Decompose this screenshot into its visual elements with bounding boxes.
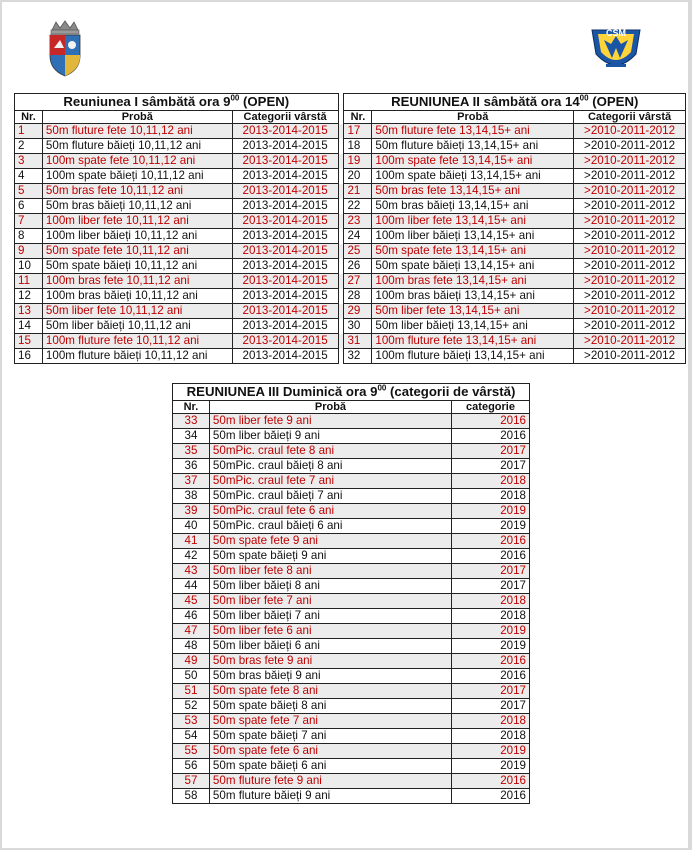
event-category: 2018: [452, 474, 530, 489]
table-row: [173, 684, 530, 699]
event-name: 50m spate fete 9 ani: [209, 534, 451, 549]
event-category: >2010-2011-2012: [574, 184, 686, 199]
event-number: 14: [15, 319, 43, 334]
event-number: 33: [173, 414, 210, 429]
event-number: 12: [15, 289, 43, 304]
event-name: 100m bras fete 13,14,15+ ani: [372, 274, 574, 289]
event-category: 2018: [452, 489, 530, 504]
table-row: [15, 214, 686, 229]
event-number: 57: [173, 774, 210, 789]
event-number: 9: [15, 244, 43, 259]
event-category: 2016: [452, 654, 530, 669]
event-name: 50mPic. craul fete 8 ani: [209, 444, 451, 459]
event-category: 2018: [452, 714, 530, 729]
event-name: 50m bras băieți 9 ani: [209, 669, 451, 684]
event-number: 3: [15, 154, 43, 169]
event-number: 48: [173, 639, 210, 654]
event-name: 50m bras băieți 13,14,15+ ani: [372, 199, 574, 214]
table-row: [173, 699, 530, 714]
event-category: >2010-2011-2012: [574, 304, 686, 319]
event-category: 2016: [452, 429, 530, 444]
event-name: 50m spate fete 8 ani: [209, 684, 451, 699]
table-row: [173, 729, 530, 744]
event-category: >2010-2011-2012: [574, 274, 686, 289]
event-name: 50m liber fete 9 ani: [209, 414, 451, 429]
event-category: 2013-2014-2015: [232, 229, 338, 244]
event-name: 50m liber fete 8 ani: [209, 564, 451, 579]
event-number: 20: [344, 169, 372, 184]
event-name: 100m fluture fete 10,11,12 ani: [42, 334, 232, 349]
event-number: 5: [15, 184, 43, 199]
table-row: [15, 229, 686, 244]
event-name: 50m bras fete 13,14,15+ ani: [372, 184, 574, 199]
event-category: >2010-2011-2012: [574, 199, 686, 214]
table-row: [173, 444, 530, 459]
event-category: 2018: [452, 729, 530, 744]
event-number: 10: [15, 259, 43, 274]
session1-col-proba: Probă: [42, 111, 232, 124]
event-name: 50m liber băieți 9 ani: [209, 429, 451, 444]
event-name: 50m liber băieți 7 ani: [209, 609, 451, 624]
table-row: [15, 139, 686, 154]
session2-col-cat: Categorii vârstă: [574, 111, 686, 124]
event-number: 16: [15, 349, 43, 364]
event-category: 2013-2014-2015: [232, 349, 338, 364]
event-number: 39: [173, 504, 210, 519]
event-number: 50: [173, 669, 210, 684]
table-row: [173, 639, 530, 654]
table-row: [15, 259, 686, 274]
sunday-schedule-table: [172, 383, 530, 804]
table-row: [15, 274, 686, 289]
event-category: 2017: [452, 684, 530, 699]
event-number: 53: [173, 714, 210, 729]
table-row: [173, 654, 530, 669]
event-number: 6: [15, 199, 43, 214]
event-number: 21: [344, 184, 372, 199]
table-row: [173, 519, 530, 534]
event-number: 54: [173, 729, 210, 744]
event-name: 50mPic. craul fete 7 ani: [209, 474, 451, 489]
event-name: 100m liber fete 13,14,15+ ani: [372, 214, 574, 229]
event-number: 23: [344, 214, 372, 229]
event-category: 2013-2014-2015: [232, 124, 338, 139]
city-coat-of-arms-icon: [46, 20, 84, 78]
event-category: >2010-2011-2012: [574, 319, 686, 334]
event-number: 13: [15, 304, 43, 319]
table-row: [173, 609, 530, 624]
table-row: [15, 124, 686, 139]
event-number: 44: [173, 579, 210, 594]
event-category: 2017: [452, 579, 530, 594]
event-category: 2017: [452, 564, 530, 579]
event-number: 28: [344, 289, 372, 304]
event-number: 42: [173, 549, 210, 564]
event-name: 50m spate băieți 7 ani: [209, 729, 451, 744]
session1-title: Reuniunea I sâmbătă ora $9^{00}$ (OPEN): [15, 94, 339, 111]
event-number: 47: [173, 624, 210, 639]
event-category: 2019: [452, 744, 530, 759]
event-category: >2010-2011-2012: [574, 169, 686, 184]
event-name: 50m bras băieți 10,11,12 ani: [42, 199, 232, 214]
table-row: [15, 169, 686, 184]
table-row: [173, 429, 530, 444]
event-number: 58: [173, 789, 210, 804]
event-name: 50m spate fete 13,14,15+ ani: [372, 244, 574, 259]
event-name: 100m bras băieți 13,14,15+ ani: [372, 289, 574, 304]
table-row: [173, 414, 530, 429]
event-category: 2018: [452, 609, 530, 624]
table-row: [15, 304, 686, 319]
table-row: [173, 579, 530, 594]
event-name: 50m fluture fete 10,11,12 ani: [42, 124, 232, 139]
csm-logo-text: CSM: [606, 28, 626, 38]
table-row: [173, 744, 530, 759]
event-number: 25: [344, 244, 372, 259]
event-category: 2013-2014-2015: [232, 169, 338, 184]
table-row: [173, 759, 530, 774]
table-row: [15, 184, 686, 199]
table-row: [15, 154, 686, 169]
event-name: 50m fluture băieți 9 ani: [209, 789, 451, 804]
event-number: 31: [344, 334, 372, 349]
event-category: >2010-2011-2012: [574, 214, 686, 229]
event-category: 2013-2014-2015: [232, 184, 338, 199]
session3-col-proba: Probă: [209, 401, 451, 414]
event-name: 100m fluture băieți 13,14,15+ ani: [372, 349, 574, 364]
table-row: [173, 564, 530, 579]
event-category: 2013-2014-2015: [232, 259, 338, 274]
event-category: 2017: [452, 459, 530, 474]
event-name: 50mPic. craul băieți 7 ani: [209, 489, 451, 504]
event-name: 50m spate băieți 8 ani: [209, 699, 451, 714]
event-name: 50mPic. craul fete 6 ani: [209, 504, 451, 519]
event-category: 2013-2014-2015: [232, 304, 338, 319]
table-row: [173, 669, 530, 684]
event-category: 2018: [452, 594, 530, 609]
session1-col-cat: Categorii vârstă: [232, 111, 338, 124]
table-row: [173, 624, 530, 639]
event-number: 51: [173, 684, 210, 699]
event-name: 100m liber băieți 13,14,15+ ani: [372, 229, 574, 244]
event-number: 30: [344, 319, 372, 334]
event-number: 18: [344, 139, 372, 154]
event-name: 50m spate fete 6 ani: [209, 744, 451, 759]
event-name: 50m spate băieți 13,14,15+ ani: [372, 259, 574, 274]
table-row: [15, 334, 686, 349]
event-name: 100m bras fete 10,11,12 ani: [42, 274, 232, 289]
event-name: 100m spate fete 10,11,12 ani: [42, 154, 232, 169]
event-category: 2013-2014-2015: [232, 244, 338, 259]
event-name: 50m fluture fete 9 ani: [209, 774, 451, 789]
event-category: 2013-2014-2015: [232, 154, 338, 169]
event-category: 2013-2014-2015: [232, 139, 338, 154]
event-number: 22: [344, 199, 372, 214]
event-name: 100m spate băieți 13,14,15+ ani: [372, 169, 574, 184]
table-row: [173, 504, 530, 519]
event-name: 50m fluture băieți 10,11,12 ani: [42, 139, 232, 154]
event-number: 41: [173, 534, 210, 549]
event-number: 4: [15, 169, 43, 184]
session2-col-proba: Probă: [372, 111, 574, 124]
event-number: 38: [173, 489, 210, 504]
event-number: 37: [173, 474, 210, 489]
table-row: [15, 244, 686, 259]
event-name: 100m liber băieți 10,11,12 ani: [42, 229, 232, 244]
event-category: 2019: [452, 639, 530, 654]
event-number: 34: [173, 429, 210, 444]
event-category: 2013-2014-2015: [232, 199, 338, 214]
event-category: >2010-2011-2012: [574, 154, 686, 169]
event-name: 100m spate băieți 10,11,12 ani: [42, 169, 232, 184]
event-number: 27: [344, 274, 372, 289]
session3-col-nr: Nr.: [173, 401, 210, 414]
event-name: 50m liber fete 7 ani: [209, 594, 451, 609]
event-category: 2019: [452, 504, 530, 519]
event-category: >2010-2011-2012: [574, 229, 686, 244]
event-number: 2: [15, 139, 43, 154]
event-number: 55: [173, 744, 210, 759]
event-category: >2010-2011-2012: [574, 289, 686, 304]
event-category: 2013-2014-2015: [232, 334, 338, 349]
session1-col-nr: Nr.: [15, 111, 43, 124]
event-name: 50m spate băieți 10,11,12 ani: [42, 259, 232, 274]
event-number: 29: [344, 304, 372, 319]
event-number: 35: [173, 444, 210, 459]
event-number: 26: [344, 259, 372, 274]
event-name: 50m liber băieți 8 ani: [209, 579, 451, 594]
event-name: 50m bras fete 10,11,12 ani: [42, 184, 232, 199]
session3-title: REUNIUNEA III Duminică ora $9^{00}$ (categorii de vârstă): [173, 384, 530, 401]
table-row: [173, 549, 530, 564]
table-row: [15, 289, 686, 304]
event-name: 50m fluture băieți 13,14,15+ ani: [372, 139, 574, 154]
session3-col-cat: categorie: [452, 401, 530, 414]
event-number: 24: [344, 229, 372, 244]
table-row: [15, 349, 686, 364]
event-name: 100m bras băieți 10,11,12 ani: [42, 289, 232, 304]
event-category: 2016: [452, 414, 530, 429]
event-name: 50mPic. craul băieți 6 ani: [209, 519, 451, 534]
event-number: 36: [173, 459, 210, 474]
event-number: 56: [173, 759, 210, 774]
event-number: 40: [173, 519, 210, 534]
csm-club-logo-icon: [588, 24, 644, 76]
event-category: 2016: [452, 534, 530, 549]
event-name: 50m liber fete 10,11,12 ani: [42, 304, 232, 319]
event-name: 50m liber fete 13,14,15+ ani: [372, 304, 574, 319]
table-row: [173, 774, 530, 789]
event-category: 2013-2014-2015: [232, 274, 338, 289]
event-number: 45: [173, 594, 210, 609]
event-name: 50m bras fete 9 ani: [209, 654, 451, 669]
event-category: 2013-2014-2015: [232, 319, 338, 334]
event-category: 2019: [452, 519, 530, 534]
event-category: 2013-2014-2015: [232, 214, 338, 229]
event-number: 15: [15, 334, 43, 349]
event-name: 50m spate fete 10,11,12 ani: [42, 244, 232, 259]
event-name: 50m liber băieți 6 ani: [209, 639, 451, 654]
table-row: [173, 474, 530, 489]
table-row: [173, 489, 530, 504]
saturday-schedule-table: [14, 93, 686, 364]
event-category: >2010-2011-2012: [574, 259, 686, 274]
session2-title: REUNIUNEA II sâmbătă ora $14^{00}$ (OPEN): [344, 94, 686, 111]
event-category: >2010-2011-2012: [574, 139, 686, 154]
event-name: 100m spate fete 13,14,15+ ani: [372, 154, 574, 169]
event-category: 2016: [452, 669, 530, 684]
event-name: 50m spate băieți 6 ani: [209, 759, 451, 774]
event-category: >2010-2011-2012: [574, 124, 686, 139]
event-name: 50mPic. craul băieți 8 ani: [209, 459, 451, 474]
event-category: 2016: [452, 774, 530, 789]
table-row: [15, 199, 686, 214]
event-name: 100m fluture fete 13,14,15+ ani: [372, 334, 574, 349]
event-name: 50m fluture fete 13,14,15+ ani: [372, 124, 574, 139]
event-number: 52: [173, 699, 210, 714]
event-name: 50m liber băieți 10,11,12 ani: [42, 319, 232, 334]
event-category: 2017: [452, 444, 530, 459]
event-name: 50m spate fete 7 ani: [209, 714, 451, 729]
event-name: 50m liber fete 6 ani: [209, 624, 451, 639]
event-number: 1: [15, 124, 43, 139]
event-number: 32: [344, 349, 372, 364]
event-category: 2017: [452, 699, 530, 714]
event-name: 100m liber fete 10,11,12 ani: [42, 214, 232, 229]
table-row: [173, 534, 530, 549]
table-row: [173, 789, 530, 804]
table-row: [173, 714, 530, 729]
event-number: 46: [173, 609, 210, 624]
event-number: 19: [344, 154, 372, 169]
event-number: 43: [173, 564, 210, 579]
table-row: [15, 319, 686, 334]
event-category: >2010-2011-2012: [574, 334, 686, 349]
event-name: 100m fluture băieți 10,11,12 ani: [42, 349, 232, 364]
event-category: 2019: [452, 759, 530, 774]
event-number: 49: [173, 654, 210, 669]
event-category: >2010-2011-2012: [574, 349, 686, 364]
session2-col-nr: Nr.: [344, 111, 372, 124]
event-name: 50m spate băieți 9 ani: [209, 549, 451, 564]
event-category: 2019: [452, 624, 530, 639]
event-category: >2010-2011-2012: [574, 244, 686, 259]
event-number: 17: [344, 124, 372, 139]
table-row: [173, 594, 530, 609]
event-number: 8: [15, 229, 43, 244]
table-row: [173, 459, 530, 474]
event-category: 2016: [452, 789, 530, 804]
event-name: 50m liber băieți 13,14,15+ ani: [372, 319, 574, 334]
event-category: 2013-2014-2015: [232, 289, 338, 304]
event-category: 2016: [452, 549, 530, 564]
event-number: 7: [15, 214, 43, 229]
event-number: 11: [15, 274, 43, 289]
document-page: [2, 2, 688, 848]
